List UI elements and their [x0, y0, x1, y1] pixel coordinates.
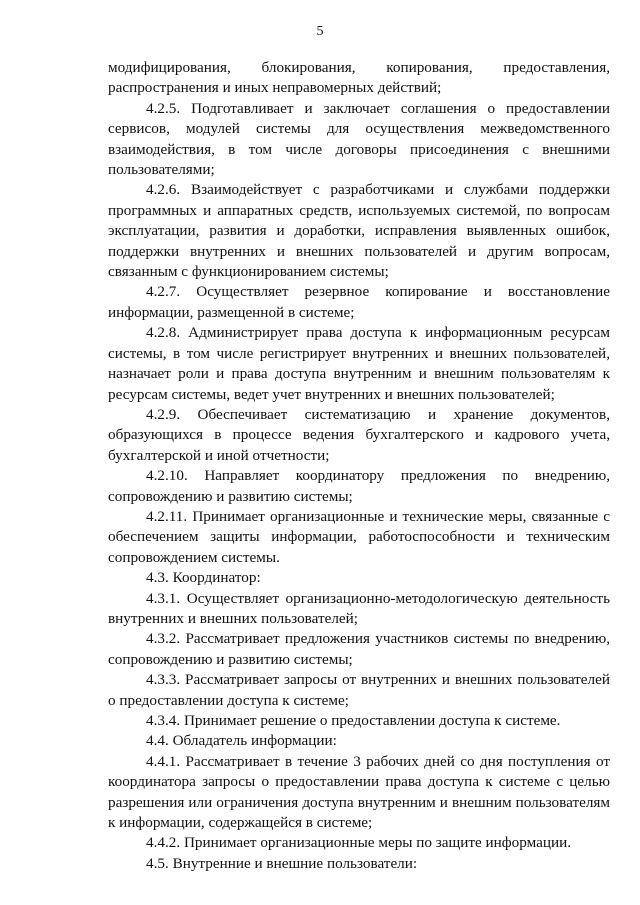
section-heading-4-5: 4.5. Внутренние и внешние пользователи: [146, 854, 418, 872]
section-heading-4-4: 4.4. Обладатель информации: [146, 732, 337, 750]
paragraph-4-3-1: 4.3.1. Осуществляет организационно-методологическую деятельность внутренних и внешних пользователей; [108, 589, 610, 627]
paragraph-continuation: модифицирования, блокирования, копирования, предоставления, распространения и иных неправомерных действий; [108, 59, 610, 97]
page-number: 5 [316, 24, 324, 39]
paragraph-4-3-3: 4.3.3. Рассматривает запросы от внутренних и внешних пользователей о предоставлении доступа к системе; [108, 671, 610, 709]
paragraph-4-2-6: 4.2.6. Взаимодействует с разработчиками и службами поддержки программных и аппаратных средств, используемых системой, по вопросам эксплуатации, развития и доработки, исправления выявленных ошибок, поддержки внутренних и внешних пользователей и другим вопросам, связанным с функционированием системы; [108, 181, 610, 281]
paragraph-4-4-1: 4.4.1. Рассматривает в течение 3 рабочих дней со дня поступления от координатора запросы о предоставлении права доступа к системе с целью разрешения или ограничения доступа внутренним и внешним пользователям к информации, содержащейся в системе; [108, 752, 610, 832]
paragraph-4-2-7: 4.2.7. Осуществляет резервное копирование и восстановление информации, размещенной в системе; [108, 283, 610, 321]
paragraph-4-2-5: 4.2.5. Подготавливает и заключает соглашения о предоставлении сервисов, модулей системы для осуществления межведомственного взаимодействия, в том числе договоры присоединения с внешними пользователями; [108, 99, 610, 179]
paragraph-4-2-11: 4.2.11. Принимает организационные и технические меры, связанные с обеспечением защиты информации, работоспособности и техническим сопровождением системы. [108, 507, 610, 566]
section-heading-4-3: 4.3. Координатор: [146, 569, 261, 587]
paragraph-4-3-4: 4.3.4. Принимает решение о предоставлении доступа к системе. [146, 712, 561, 729]
paragraph-4-3-2: 4.3.2. Рассматривает предложения участников системы по внедрению, сопровождению и развитию системы; [108, 630, 610, 668]
paragraph-4-2-9: 4.2.9. Обеспечивает систематизацию и хранение документов, образующихся в процессе ведения бухгалтерского и кадрового учета, бухгалтерской и иной отчетности; [108, 405, 610, 464]
paragraph-4-2-10: 4.2.10. Направляет координатору предложения по внедрению, сопровождению и развитию системы; [108, 467, 610, 505]
paragraph-4-4-2: 4.4.2. Принимает организационные меры по защите информации. [146, 834, 572, 852]
paragraph-4-2-8: 4.2.8. Администрирует права доступа к информационным ресурсам системы, в том числе регистрирует внутренних и внешних пользователей, назначает роли и права доступа внутренним и внешним пользователям к ресурсам системы, ведет учет внутренних и внешних пользователей; [108, 324, 610, 403]
document-body [108, 58, 610, 874]
